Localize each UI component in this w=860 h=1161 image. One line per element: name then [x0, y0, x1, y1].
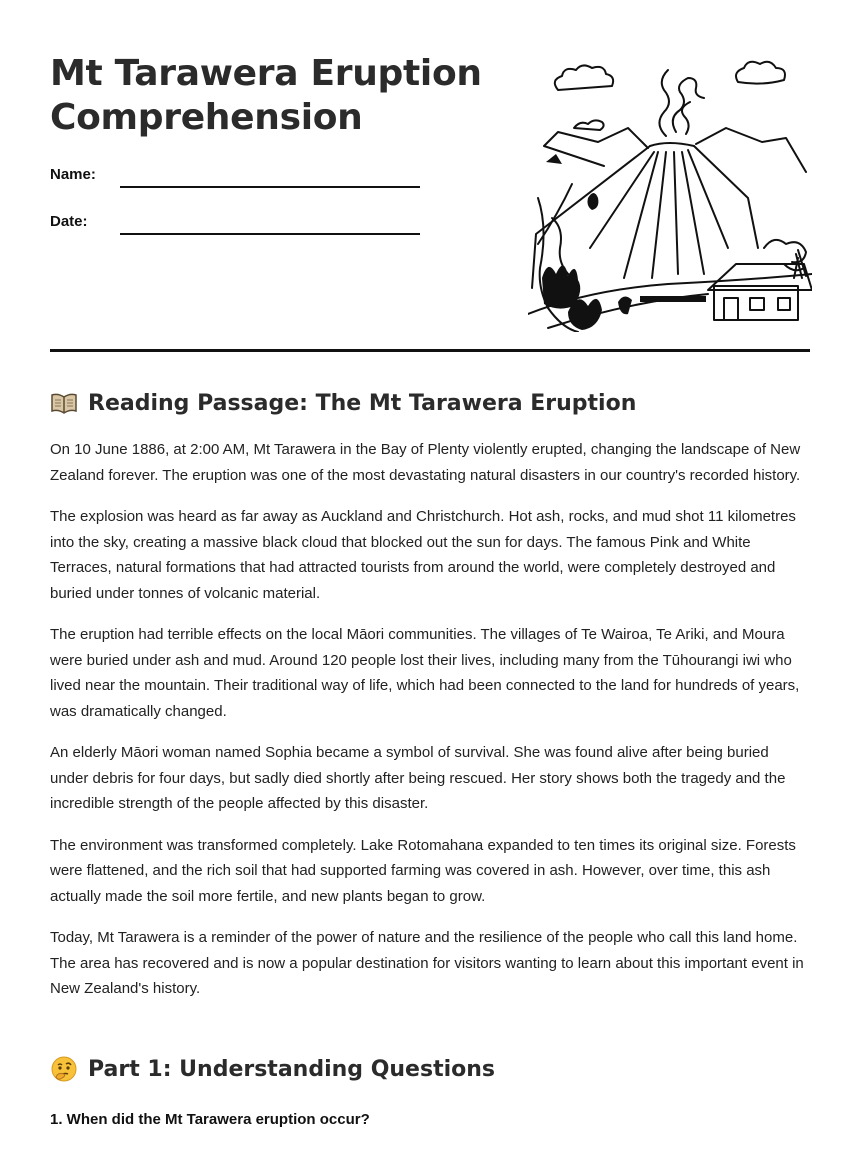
passage-paragraph: Today, Mt Tarawera is a reminder of the power of nature and the resilience of the people who call this land home. The area has recovered and is now a popular destination for visitors wanting to learn about this important event in New Zealand's history. [50, 929, 804, 997]
date-line[interactable] [120, 233, 420, 235]
worksheet-header [50, 52, 490, 230]
date-field[interactable] [50, 213, 470, 243]
open-book-icon [50, 389, 78, 417]
volcano-illustration [528, 48, 812, 332]
date-label: Date: [50, 213, 88, 230]
name-label: Name: [50, 166, 96, 183]
reading-passage [50, 437, 810, 1018]
title-line-2: Comprehension [50, 97, 363, 138]
reading-heading-text: Reading Passage: The Mt Tarawera Eruption [88, 390, 637, 416]
question-1: 1. When did the Mt Tarawera eruption occur? [50, 1111, 370, 1128]
passage-paragraph: An elderly Māori woman named Sophia became a symbol of survival. She was found alive after being buried under debris for four days, but sadly died shortly after being rescued. Her story shows both the tragedy and the incredible strength of the people affected by this disaster. [50, 744, 786, 812]
passage-paragraph: On 10 June 1886, at 2:00 AM, Mt Tarawera in the Bay of Plenty violently erupted, changing the landscape of New Zealand forever. The eruption was one of the most devastating natural disasters in our country's recorded history. [50, 441, 801, 484]
part1-heading [50, 1055, 495, 1083]
name-field[interactable] [50, 166, 470, 196]
reading-passage-heading [50, 389, 636, 417]
thinking-face-icon [50, 1055, 78, 1083]
part1-heading-text: Part 1: Understanding Questions [88, 1056, 495, 1082]
page-title [50, 52, 490, 140]
passage-paragraph: The explosion was heard as far away as Auckland and Christchurch. Hot ash, rocks, and mud shot 11 kilometres into the sky, creating a massive black cloud that blocked out the sun for days. The famous Pink and White Terraces, natural formations that had attracted tourists from around the world, were completely destroyed and buried under tonnes of volcanic material. [50, 508, 796, 602]
name-line[interactable] [120, 186, 420, 188]
passage-paragraph: The environment was transformed completely. Lake Rotomahana expanded to ten times its original size. Forests were flattened, and the rich soil that had supported farming was covered in ash. However, over time, this ash actually made the soil more fertile, and new plants began to grow. [50, 836, 796, 905]
passage-paragraph: The eruption had terrible effects on the local Māori communities. The villages of Te Wairoa, Te Ariki, and Moura were buried under ash and mud. Around 120 people lost their lives, including many from the Tūhourangi iwi who lived near the mountain. Their traditional way of life, which had been connected to the land for hundreds of years, was dramatically changed. [50, 626, 800, 720]
title-line-1: Mt Tarawera Eruption [50, 53, 482, 94]
header-divider [50, 349, 810, 352]
